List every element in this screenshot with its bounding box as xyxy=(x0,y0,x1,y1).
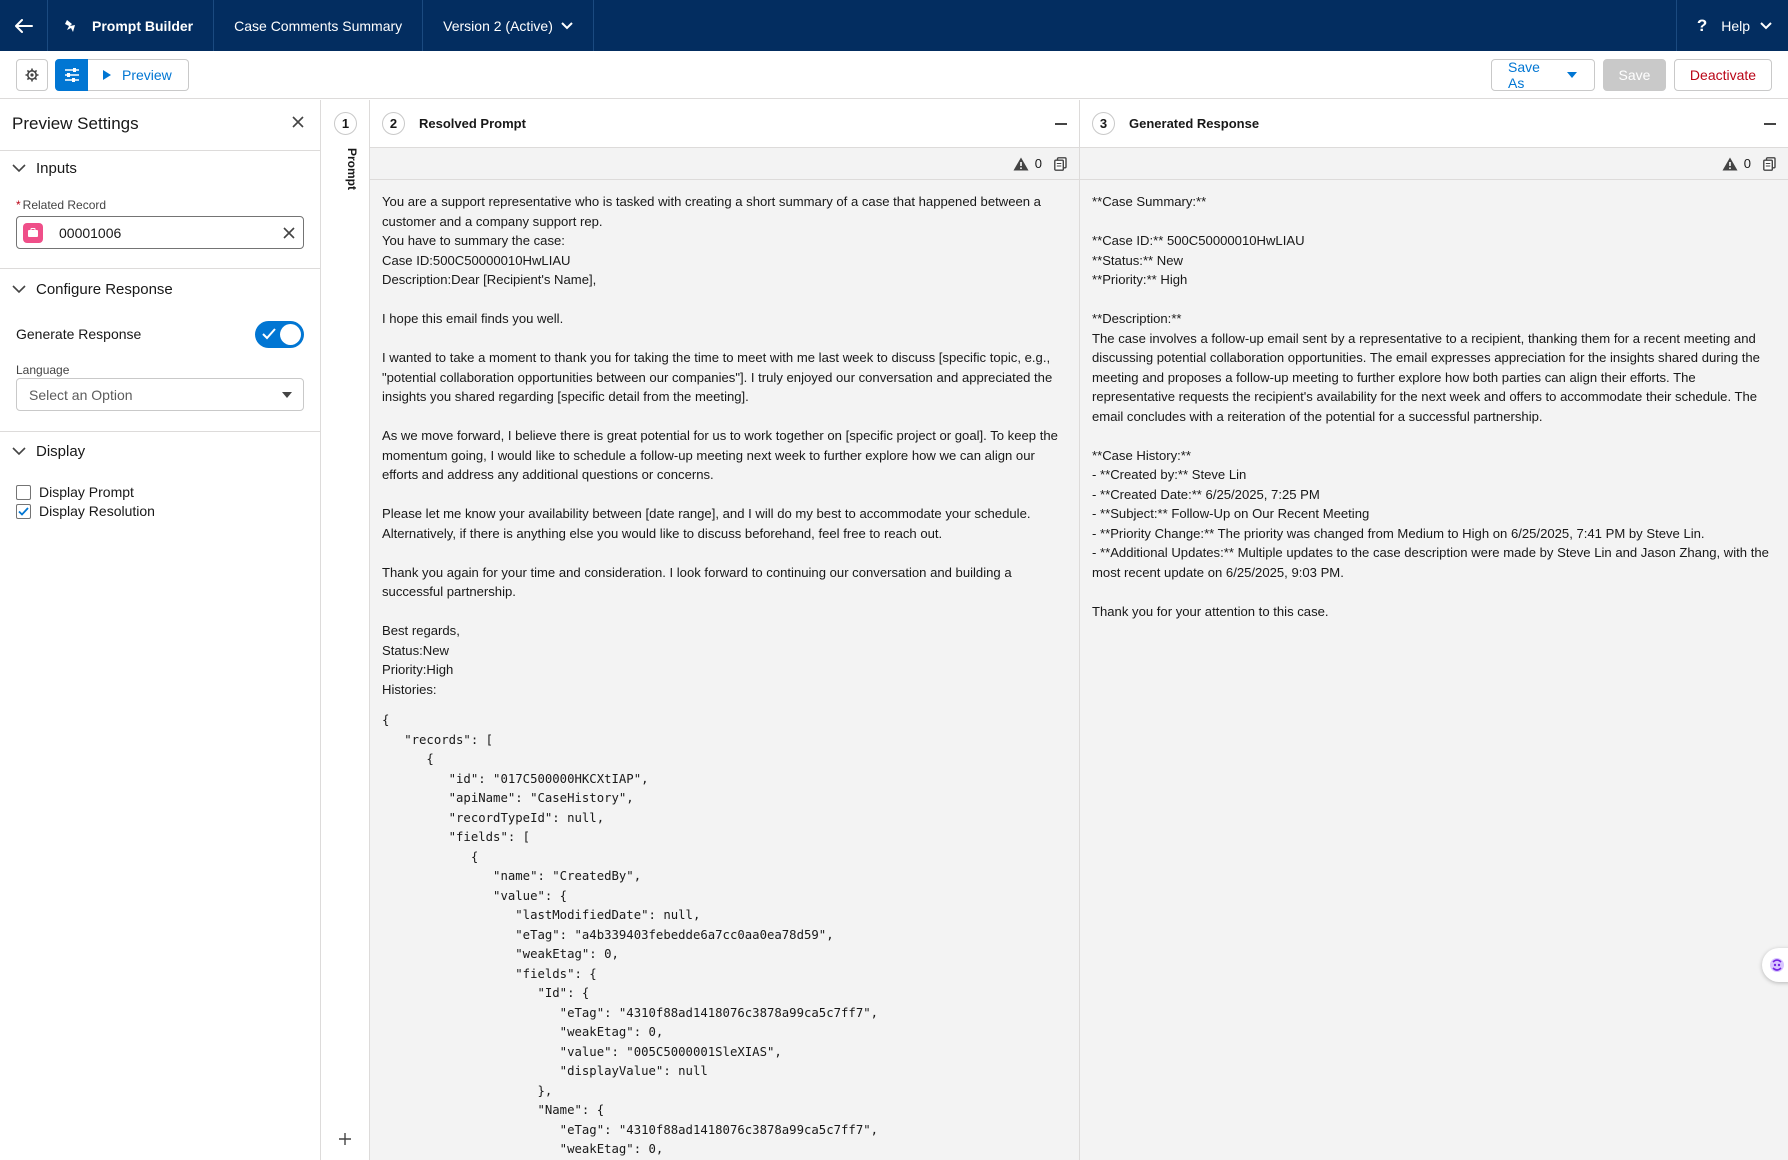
version-label: Version 2 (Active) xyxy=(443,17,553,34)
language-placeholder: Select an Option xyxy=(29,386,133,403)
generated-response-panel xyxy=(1080,100,1788,1160)
generated-response-content xyxy=(1080,180,1788,621)
gear-button[interactable] xyxy=(16,59,48,91)
template-name: Case Comments Summary xyxy=(214,0,423,51)
display-section-label: Display xyxy=(36,443,86,460)
generated-response-text: **Case Summary:** **Case ID:** 500C50000010HwLIAU **Status:** New **Priority:** High **Description:** The case involves a follow-up email sent by a representative to a recipient, thanking them for a recent meeting and discussing potential collaboration opportunities. The email expresses appreciation for the insights shared during the meeting and proposes a follow-up meeting to further explore how both parties can align their efforts. The representative requests the recipient's availability for the next week and offers to accommodate their schedule. The email concludes with a reiteration of the potential for a successful partnership. **Case History:** - **Created by:** Steve Lin - **Created Date:** 6/25/2025, 7:25 PM - **Subject:** Follow-Up on Our Recent Meeting - **Priority Change:** The priority was changed from Medium to High on 6/25/2025, 7:41 PM by Steve Lin. - **Additional Updates:** Multiple updates to the case description were made by Steve Lin and Jason Zhang, with the most recent update on 6/25/2025, 9:03 PM. Thank you for your attention to this case. xyxy=(1092,194,1769,619)
version-selector[interactable] xyxy=(423,0,594,51)
top-nav xyxy=(0,0,1788,51)
toolbar-actions xyxy=(1491,59,1772,91)
inputs-section-toggle[interactable] xyxy=(12,160,77,177)
configure-section-label: Configure Response xyxy=(36,281,173,298)
back-arrow-icon xyxy=(15,19,33,33)
caret-down-icon xyxy=(281,391,293,399)
resolved-prompt-json: { "records": [ { "id": "017C500000HKCXtIAP", "apiName": "CaseHistory", "recordTypeId": null, "fields": [ { "name": "CreatedBy", "value": { "lastModifiedDate": null, "eTag": "a4b339403febedde6a7cc0aa0ea78d59", "weakEtag": 0, "fields": { "Id": { "eTag": "4310f88ad1418076c3878a99ca5c7ff7", "weakEtag": 0, "value": "005C5000001SleXIAS", "displayValue": null }, "Name": { "eTag": "4310f88ad1418076c3878a99ca5c7ff7", "weakEtag": 0, xyxy=(382,713,879,1156)
language-label: Language xyxy=(16,363,70,377)
question-icon: ? xyxy=(1696,15,1708,35)
caret-down-icon xyxy=(1566,71,1578,79)
expand-button[interactable] xyxy=(338,1132,352,1146)
display-section-toggle[interactable] xyxy=(12,443,85,460)
chevron-down-icon xyxy=(12,164,26,173)
play-icon xyxy=(102,69,112,81)
related-record-lookup[interactable] xyxy=(16,216,304,249)
copy-button[interactable] xyxy=(1054,157,1067,171)
step-3-badge: 3 xyxy=(1092,112,1115,135)
chevron-down-icon xyxy=(12,447,26,456)
warning-icon xyxy=(1013,157,1029,171)
case-record-icon xyxy=(23,223,43,243)
help-label: Help xyxy=(1721,17,1750,34)
step-1-badge[interactable]: 1 xyxy=(334,112,357,135)
display-resolution-label: Display Resolution xyxy=(39,503,155,519)
resolved-prompt-content xyxy=(370,180,1079,1160)
toggle-knob xyxy=(280,324,301,345)
help-menu[interactable] xyxy=(1676,0,1788,51)
check-icon xyxy=(18,507,29,516)
warning-count: 0 xyxy=(1743,156,1751,171)
copy-icon xyxy=(1054,157,1067,171)
preview-button[interactable] xyxy=(88,59,189,91)
clear-selection-button[interactable] xyxy=(283,227,295,239)
prompt-step-rail xyxy=(322,100,370,1160)
preview-settings-panel xyxy=(0,100,321,1160)
generate-response-row xyxy=(16,320,304,348)
warning-count: 0 xyxy=(1034,156,1042,171)
plus-icon xyxy=(338,1132,352,1146)
warnings-indicator[interactable] xyxy=(1013,156,1042,171)
close-icon xyxy=(283,227,295,239)
gear-icon xyxy=(25,68,39,82)
app-title xyxy=(48,0,214,51)
save-button[interactable]: Save xyxy=(1603,59,1666,91)
display-prompt-label: Display Prompt xyxy=(39,484,134,500)
divider xyxy=(0,268,320,269)
collapse-panel-button[interactable] xyxy=(1055,123,1067,125)
inputs-section-label: Inputs xyxy=(36,160,77,177)
related-record-label: * Related Record xyxy=(16,198,107,212)
generated-response-title: Generated Response xyxy=(1129,116,1260,131)
resolved-prompt-actions xyxy=(370,148,1079,180)
chevron-down-icon xyxy=(12,285,26,294)
divider xyxy=(0,150,320,151)
save-as-button[interactable] xyxy=(1491,59,1595,91)
chevron-down-icon xyxy=(1760,22,1772,30)
generate-response-toggle[interactable] xyxy=(255,321,304,348)
language-select[interactable] xyxy=(16,378,304,411)
app-name: Prompt Builder xyxy=(92,17,194,34)
prompt-rail-label[interactable]: Prompt xyxy=(345,148,359,190)
panel-title: Preview Settings xyxy=(12,114,139,133)
view-toggle-group xyxy=(55,59,189,91)
display-prompt-checkbox[interactable] xyxy=(16,484,134,500)
checkbox-unchecked[interactable] xyxy=(16,485,31,500)
related-record-value: 00001006 xyxy=(59,224,122,241)
warning-icon xyxy=(1722,157,1738,171)
collapse-panel-button[interactable] xyxy=(1764,123,1776,125)
sliders-icon xyxy=(64,68,80,82)
save-as-label: Save As xyxy=(1508,59,1540,91)
generate-response-label: Generate Response xyxy=(16,326,142,342)
display-resolution-checkbox[interactable] xyxy=(16,503,155,519)
step-2-badge: 2 xyxy=(382,112,405,135)
copy-button[interactable] xyxy=(1763,157,1776,171)
einstein-logo-icon xyxy=(64,18,80,34)
close-icon xyxy=(292,116,304,128)
resolved-prompt-panel xyxy=(370,100,1080,1160)
resolved-prompt-title: Resolved Prompt xyxy=(419,116,526,131)
back-button[interactable] xyxy=(0,0,48,51)
checkbox-checked[interactable] xyxy=(16,504,31,519)
generated-response-header xyxy=(1080,100,1788,148)
preview-label: Preview xyxy=(122,67,172,83)
warnings-indicator[interactable] xyxy=(1722,156,1751,171)
deactivate-button[interactable]: Deactivate xyxy=(1674,59,1772,91)
resolved-prompt-text: You are a support representative who is tasked with creating a short summary of a case that happened between a customer and a company support rep. You have to summary the case: Case ID:500C50000010HwLIAU Description:Dear [Recipient's Name], I hope this email finds you well. I wanted to take a moment to thank you for taking the time to meet with me last week to discuss [specific topic, e.g., "potential collaboration opportunities between our companies"]. I truly enjoyed our conversation and appreciated the insights you shared regarding [specific detail from the meeting]. As we move forward, I believe there is great potential for us to work together on [specific project or goal]. To keep the momentum going, I would like to schedule a follow-up meeting next week to further explore how we can align our efforts and address any additional questions or concerns. Please let me know your availability between [date range], and I will do my best to accommodate your schedule. Alternatively, if there is anything else you would like to discuss beforehand, feel free to reach out. Thank you again for your time and consideration. I look forward to continuing our conversation and building a successful partnership. Best regards, Status:New Priority:High Histories: xyxy=(382,194,1058,697)
check-icon xyxy=(262,328,276,340)
generated-response-actions xyxy=(1080,148,1788,180)
configure-section-toggle[interactable] xyxy=(12,281,173,298)
divider xyxy=(0,431,320,432)
toolbar xyxy=(0,51,1788,99)
close-panel-button[interactable] xyxy=(292,116,304,128)
agent-launcher-button[interactable] xyxy=(1762,948,1788,982)
chevron-down-icon xyxy=(561,22,573,30)
copy-icon xyxy=(1763,157,1776,171)
resolved-prompt-header xyxy=(370,100,1079,148)
settings-panel-toggle[interactable] xyxy=(55,59,88,91)
einstein-agent-icon xyxy=(1768,956,1786,974)
